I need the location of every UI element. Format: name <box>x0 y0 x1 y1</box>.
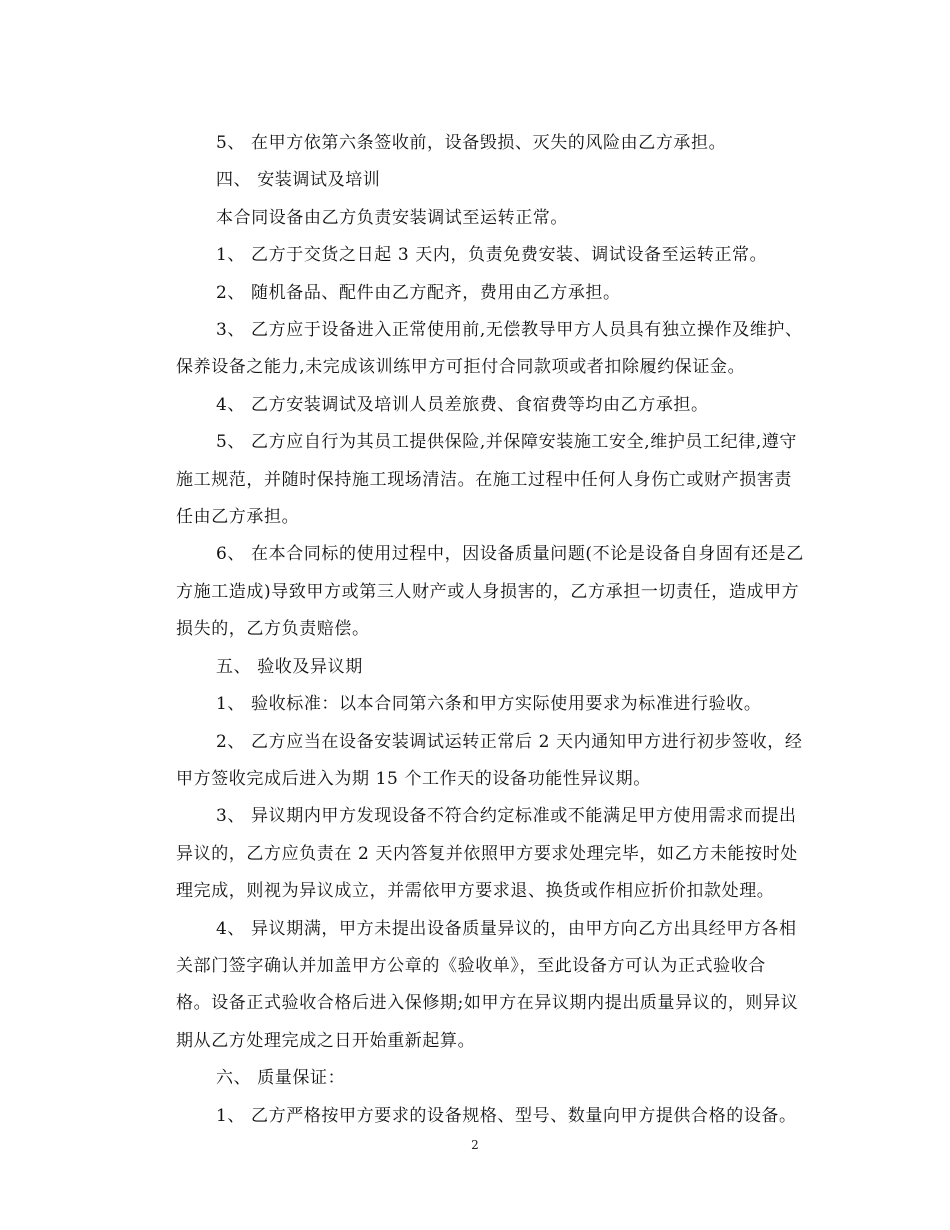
paragraph <box>176 125 816 162</box>
text-line: 1、 验收标准：以本合同第六条和甲方实际使用要求为标准进行验收。 <box>216 694 762 715</box>
paragraph <box>176 1060 816 1097</box>
text-line: 3、 异议期内甲方发现设备不符合约定标准或不能满足甲方使用需求而提出 <box>216 806 797 827</box>
text-line: 6、 在本合同标的使用过程中，因设备质量问题(不论是设备自身固有还是乙 <box>216 544 804 565</box>
paragraph <box>176 536 816 648</box>
text-line: 理完成，则视为异议成立，并需依甲方要求退、换货或作相应折价扣款处理。 <box>176 881 775 902</box>
text-line: 3、 乙方应于设备进入正常使用前,无偿教导甲方人员具有独立操作及维护、 <box>216 320 803 341</box>
text-line: 任由乙方承担。 <box>176 507 300 528</box>
paragraph <box>176 387 816 424</box>
paragraph <box>176 237 816 274</box>
text-line: 五、 验收及异议期 <box>216 656 363 677</box>
paragraph <box>176 312 816 387</box>
text-line: 保养设备之能力,未完成该训练甲方可拒付合同款项或者扣除履约保证金。 <box>176 357 746 378</box>
text-line: 损失的，乙方负责赔偿。 <box>176 619 370 640</box>
text-line: 5、 在甲方依第六条签收前，设备毁损、灭失的风险由乙方承担。 <box>216 133 727 153</box>
paragraph <box>176 1098 816 1135</box>
page-number: 2 <box>471 1138 479 1152</box>
text-line: 4、 异议期满，甲方未提出设备质量异议的，由甲方向乙方出具经甲方各相 <box>216 918 797 939</box>
text-line: 2、 随机备品、配件由乙方配齐，费用由乙方承担。 <box>216 282 621 303</box>
paragraph <box>176 798 816 910</box>
paragraph <box>176 200 816 237</box>
text-line: 4、 乙方安装调试及培训人员差旅费、食宿费等均由乙方承担。 <box>216 394 709 415</box>
text-line: 2、 乙方应当在设备安装调试运转正常后 2 天内通知甲方进行初步签收，经 <box>216 731 803 752</box>
text-line: 5、 乙方应自行为其员工提供保险,并保障安装施工安全,维护员工纪律,遵守 <box>216 432 798 453</box>
paragraph <box>176 911 816 1061</box>
text-line: 1、 乙方严格按甲方要求的设备规格、型号、数量向甲方提供合格的设备。 <box>216 1105 797 1126</box>
paragraph <box>176 275 816 312</box>
text-line: 本合同设备由乙方负责安装调试至运转正常。 <box>216 207 568 228</box>
text-line: 关部门签字确认并加盖甲方公章的《验收单》，至此设备方可认为正式验收合 <box>176 955 766 976</box>
text-line: 1、 乙方于交货之日起 3 天内，负责免费安装、调试设备至运转正常。 <box>216 245 768 266</box>
text-line: 异议的，乙方应负责在 2 天内答复并依照甲方要求处理完毕，如乙方未能按时处 <box>176 843 798 864</box>
text-line: 四、 安装调试及培训 <box>216 170 381 191</box>
paragraph <box>176 162 816 199</box>
paragraph <box>176 724 816 799</box>
paragraph <box>176 686 816 723</box>
text-line: 六、 质量保证： <box>216 1068 346 1089</box>
paragraph <box>176 424 816 536</box>
text-line: 方施工造成)导致甲方或第三人财产或人身损害的，乙方承担一切责任，造成甲方 <box>176 581 800 602</box>
text-line: 施工规范，并随时保持施工现场清洁。在施工过程中任何人身伤亡或财产损害责 <box>176 469 792 490</box>
text-line: 格。设备正式验收合格后进入保修期;如甲方在异议期内提出质量异议的，则异议 <box>176 993 799 1014</box>
paragraph <box>176 649 816 686</box>
document-body <box>176 125 816 1135</box>
text-line: 期从乙方处理完成之日开始重新起算。 <box>176 1030 476 1051</box>
text-line: 甲方签收完成后进入为期 15 个工作天的设备功能性异议期。 <box>176 768 651 789</box>
